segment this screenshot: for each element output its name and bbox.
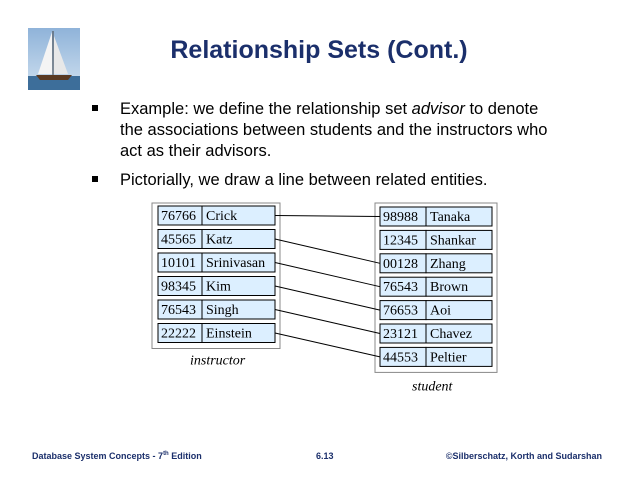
bullet-emphasis: advisor <box>411 100 465 118</box>
footer-left <box>32 451 202 461</box>
student-name: Zhang <box>430 256 466 272</box>
instructor-name: Crick <box>206 209 238 224</box>
instructor-name: Srinivasan <box>206 256 266 271</box>
student-caption: student <box>412 379 453 395</box>
student-name: Peltier <box>430 350 467 366</box>
footer-copyright: ©Silberschatz, Korth and Sudarshan <box>445 451 602 461</box>
advisor-link-line <box>275 263 380 287</box>
student-id: 76543 <box>383 280 418 296</box>
advisor-link-line <box>275 333 380 357</box>
instructor-name: Einstein <box>206 326 252 342</box>
student-id: 76653 <box>383 303 418 319</box>
bullet-text-cont: to denote the associations between students and the instructors who act as their advisors. <box>120 100 548 160</box>
student-name: Aoi <box>430 303 451 319</box>
instructor-name: Kim <box>206 279 231 295</box>
instructor-id: 45565 <box>161 232 196 248</box>
student-name: Shankar <box>430 233 476 249</box>
advisor-link-line <box>275 216 380 217</box>
instructor-name: Katz <box>206 232 233 248</box>
advisor-link-line <box>275 286 380 310</box>
student-id: 12345 <box>383 233 418 249</box>
advisor-link-line <box>275 239 380 263</box>
footer-left-sup: th <box>163 451 169 457</box>
student-id: 44553 <box>383 350 418 366</box>
instructor-name: Singh <box>206 303 239 318</box>
student-id: 23121 <box>383 327 418 342</box>
footer-page-number: 6.13 <box>316 451 334 461</box>
footer-left-suffix: Edition <box>168 451 202 461</box>
instructor-id: 22222 <box>161 326 196 342</box>
instructor-id: 10101 <box>161 256 196 271</box>
bullet-text: Example: we define the relationship set <box>120 100 412 118</box>
footer-left-text: Database System Concepts - 7 <box>32 451 164 461</box>
student-id: 00128 <box>383 256 418 272</box>
slide-title: Relationship Sets (Cont.) <box>170 36 468 64</box>
advisor-link-line <box>275 310 380 334</box>
instructor-caption: instructor <box>190 353 246 369</box>
student-id: 98988 <box>383 210 418 225</box>
student-name: Chavez <box>430 327 472 342</box>
bullet-text: Pictorially, we draw a line between related entities. <box>120 171 488 189</box>
student-name: Brown <box>430 280 469 296</box>
instructor-id: 76766 <box>161 209 196 224</box>
instructor-id: 76543 <box>161 303 196 318</box>
instructor-id: 98345 <box>161 279 196 295</box>
student-name: Tanaka <box>430 210 471 225</box>
